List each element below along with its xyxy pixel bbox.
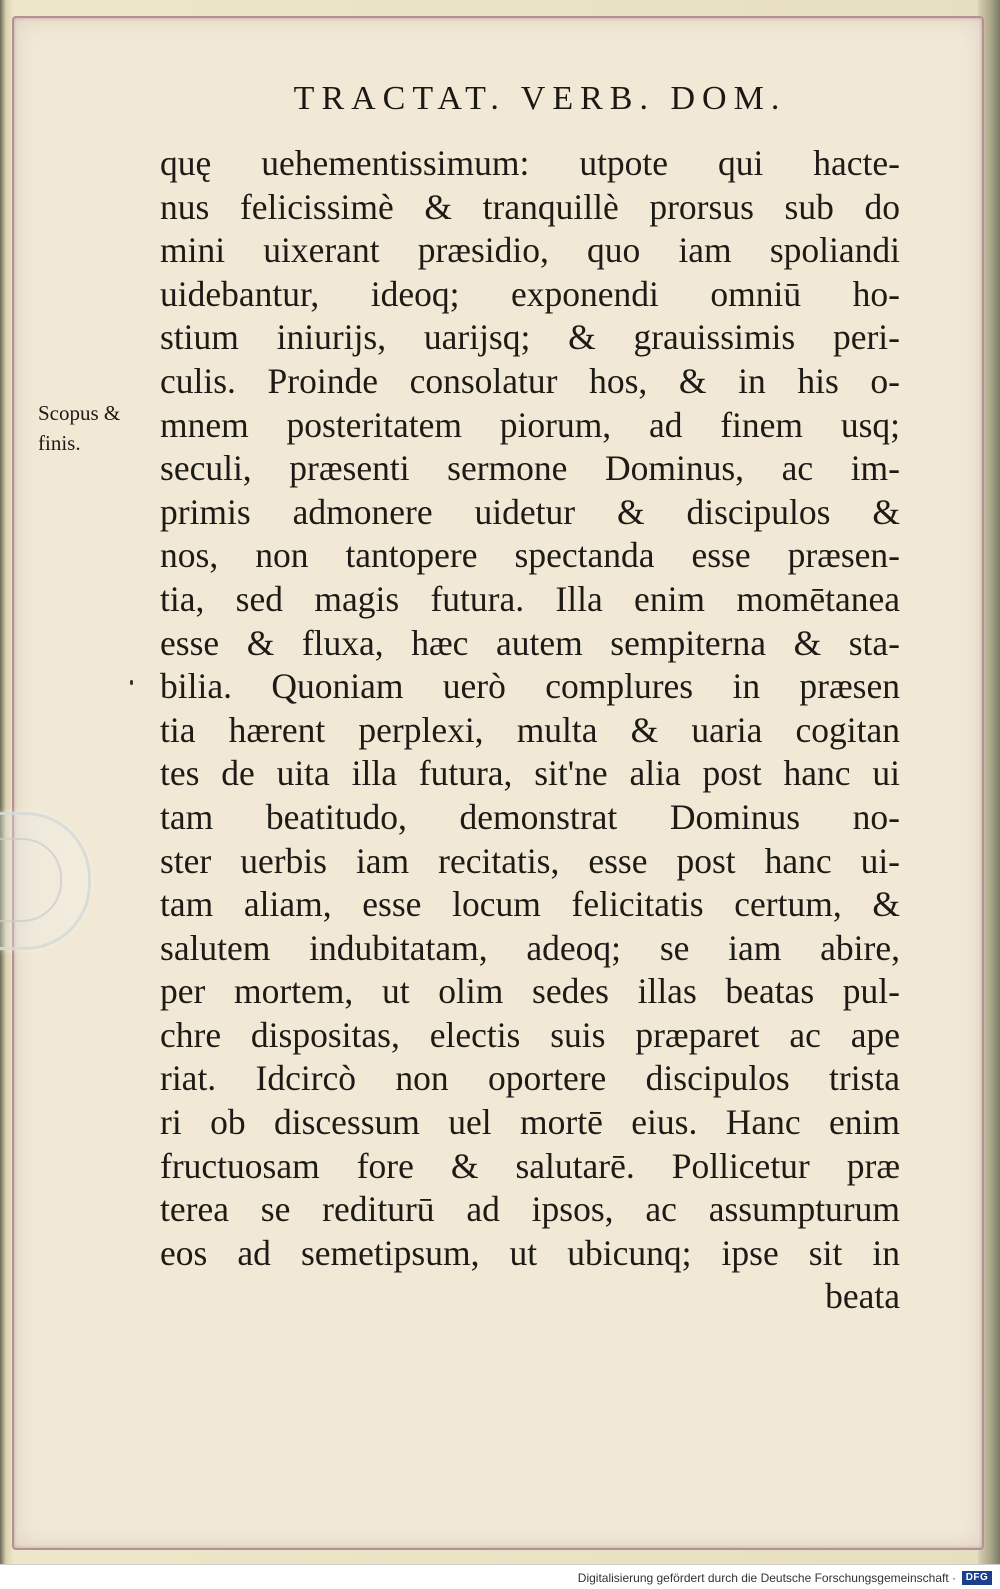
text-line: ri ob discessum uel mortē eius. Hanc enim bbox=[160, 1102, 900, 1143]
text-line: eos ad semetipsum, ut ubicunq; ipse sit in bbox=[160, 1232, 900, 1273]
text-line: tam aliam, esse locum felicitatis certum, & bbox=[160, 884, 900, 925]
text-line: tes de uita illa futura, sit'ne alia post hanc ui bbox=[160, 753, 900, 794]
text-line: salutem indubitatam, adeoq; se iam abire, bbox=[160, 927, 900, 968]
text-line: mini uixerant præsidio, quo iam spoliandi bbox=[160, 230, 900, 271]
text-line: uidebantur, ideoq; exponendi omniū ho- bbox=[160, 273, 900, 314]
ink-speck bbox=[130, 680, 133, 685]
dfg-logo: DFG bbox=[962, 1571, 992, 1585]
text-line: bilia. Quoniam uerò complures in præsen bbox=[160, 666, 900, 707]
text-line: tia hærent perplexi, multa & uaria cogitan bbox=[160, 709, 900, 750]
text-line: culis. Proinde consolatur hos, & in his o- bbox=[160, 360, 900, 401]
text-line: seculi, præsenti sermone Dominus, ac im- bbox=[160, 448, 900, 489]
text-line: terea se rediturū ad ipsos, ac assumpturum bbox=[160, 1189, 900, 1230]
text-line: nus felicissimè & tranquillè prorsus sub do bbox=[160, 186, 900, 227]
footer-bar bbox=[0, 1564, 1000, 1589]
text-line: stium iniurijs, uarijsq; & grauissimis peri- bbox=[160, 317, 900, 358]
text-line: quę uehementissimum: utpote qui hacte- bbox=[160, 143, 900, 183]
catchword: beata bbox=[825, 1276, 900, 1317]
text-line: primis admonere uidetur & discipulos & bbox=[160, 491, 900, 532]
text-line: nos, non tantopere spectanda esse præsen- bbox=[160, 535, 900, 576]
text-line: chre dispositas, electis suis præparet ac ape bbox=[160, 1014, 900, 1055]
digitization-credit: Digitalisierung gefördert durch die Deutsche Forschungsgemeinschaft · bbox=[577, 1571, 956, 1585]
text-line: riat. Idcircò non oportere discipulos trista bbox=[160, 1058, 900, 1099]
text-line: fructuosam fore & salutarē. Pollicetur præ bbox=[160, 1145, 900, 1186]
running-head: TRACTAT. VERB. DOM. bbox=[293, 80, 787, 117]
text-line: esse & fluxa, hæc autem sempiterna & sta- bbox=[160, 622, 900, 663]
marginal-note: Scopus & finis. bbox=[38, 401, 121, 455]
text-line: ster uerbis iam recitatis, esse post hanc ui- bbox=[160, 840, 900, 881]
text-line: per mortem, ut olim sedes illas beatas pul- bbox=[160, 971, 900, 1012]
body-text bbox=[160, 142, 900, 1319]
text-line: mnem posteritatem piorum, ad finem usq; bbox=[160, 404, 900, 445]
text-line: tia, sed magis futura. Illa enim momētanea bbox=[160, 578, 900, 619]
text-line: tam beatitudo, demonstrat Dominus no- bbox=[160, 796, 900, 837]
